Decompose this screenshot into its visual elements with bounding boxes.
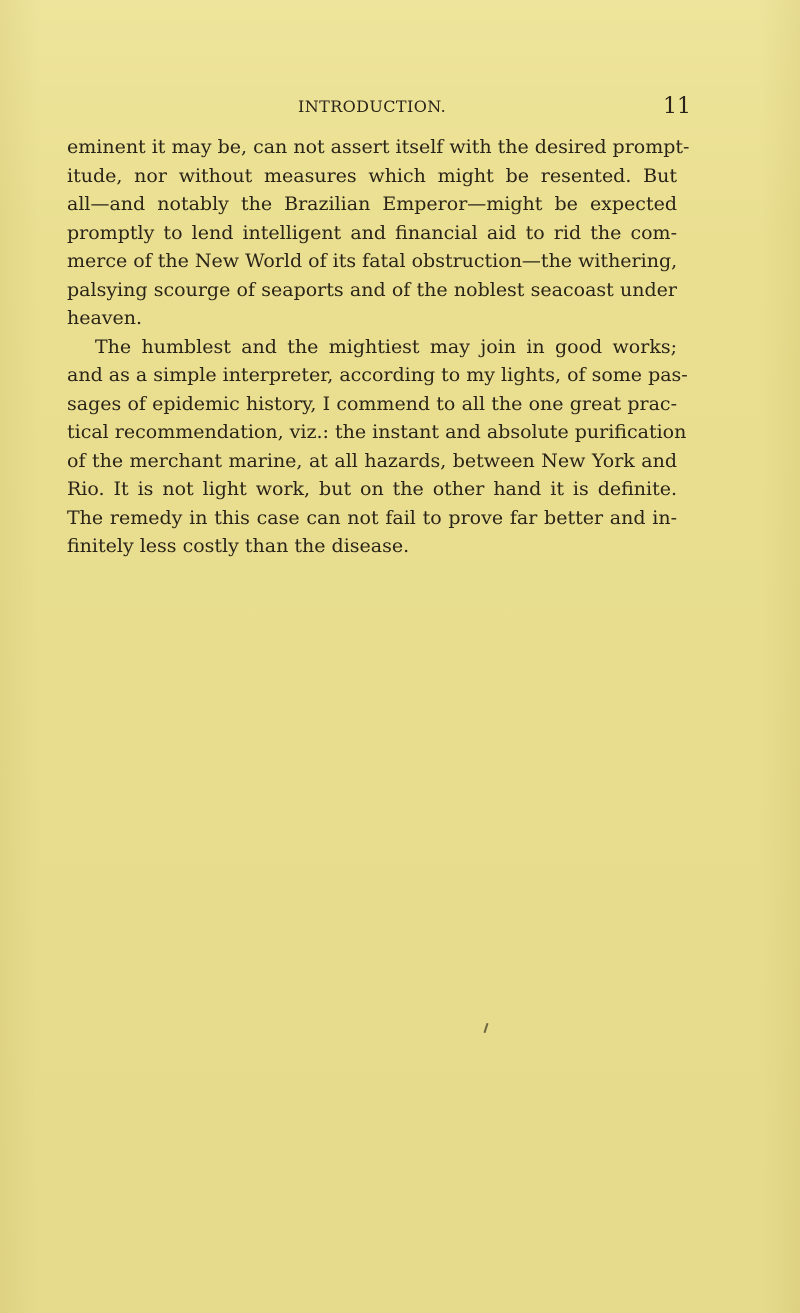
body-text [67,133,690,561]
text-line: merce of the New World of its fatal obstruction—the withering, [67,250,678,272]
text-line: finitely less costly than the disease. [67,535,410,557]
text-line: tical recommendation, viz.: the instant and absolute purification [67,421,687,443]
page-number: 11 [663,94,691,119]
text-line: itude, nor without measures which might be resented. But [67,164,677,187]
text-line: The humblest and the mightiest may join in good works; [95,335,677,358]
text-line: The remedy in this case can not fail to prove far better and in- [67,506,677,529]
text-line: all—and notably the Brazilian Emperor—might be expected [67,193,677,215]
text-line: sages of epidemic history, I commend to all the one great prac- [67,392,677,415]
paragraph-1 [67,133,690,333]
page-header [298,92,691,122]
text-line: of the merchant marine, at all hazards, between New York and [67,449,677,472]
text-line: Rio. It is not light work, but on the other hand it is definite. [67,478,677,500]
text-line: palsying scourge of seaports and of the noblest seacoast under [67,278,677,301]
text-line: and as a simple interpreter, according to my lights, of some pas- [67,364,688,386]
paragraph-2 [67,333,688,561]
running-head: INTRODUCTION. [298,97,447,116]
text-line: heaven. [67,307,143,329]
text-line: eminent it may be, can not assert itself with the desired prompt- [67,136,690,158]
text-line: promptly to lend intelligent and financial aid to rid the com- [67,221,677,244]
ink-speck [484,1023,489,1033]
